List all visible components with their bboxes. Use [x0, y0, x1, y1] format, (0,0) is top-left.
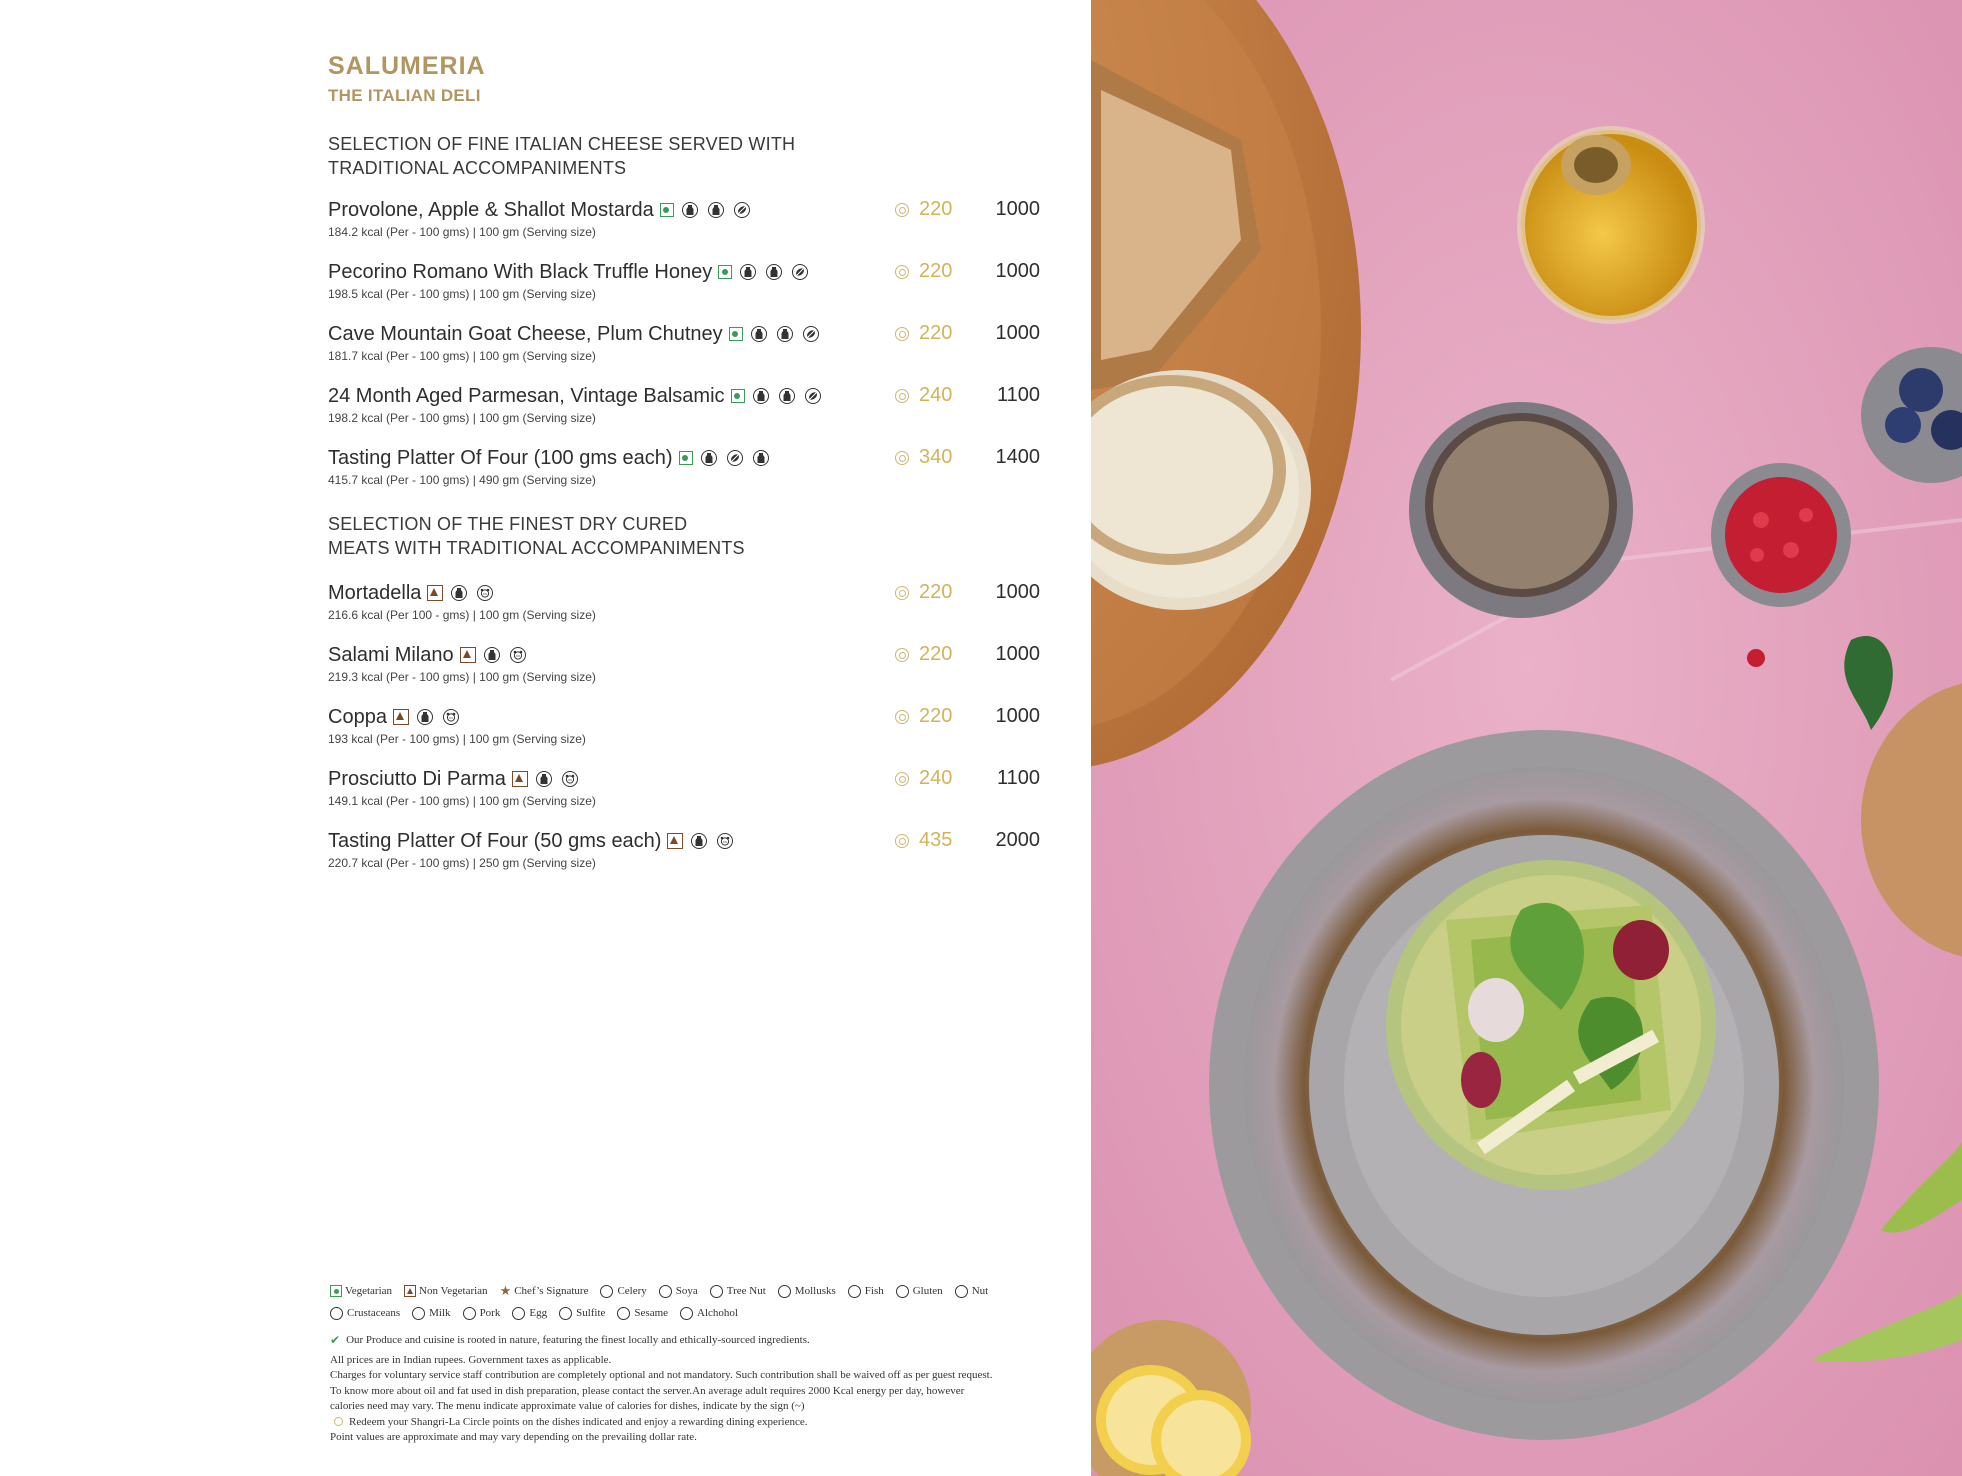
menu-item: [328, 196, 1040, 246]
food-photo: [1091, 0, 1962, 1476]
legend-item: [955, 1285, 989, 1298]
veg-icon: [679, 451, 693, 465]
legend-label: Sesame: [634, 1307, 669, 1319]
item-calories: 198.5 kcal (Per - 100 gms) | 100 gm (Serving size): [328, 287, 596, 301]
nonveg-icon: [393, 709, 409, 725]
milk-icon: [412, 1307, 425, 1320]
veg-icon: [731, 389, 745, 403]
menu-item: [328, 827, 1040, 877]
milk-icon: [753, 388, 769, 404]
item-name-row: [328, 320, 829, 348]
prices-note: All prices are in Indian rupees. Government taxes as applicable.: [330, 1353, 612, 1366]
milk-icon: [417, 709, 433, 725]
points-value: 220: [919, 260, 953, 282]
nut-icon: [727, 450, 743, 466]
points-value: 220: [919, 581, 953, 603]
points-value: 220: [919, 198, 953, 220]
item-name: Salami Milano: [328, 643, 454, 666]
points-value: 240: [919, 767, 953, 789]
nonveg-icon: [667, 833, 683, 849]
milk-icon: [701, 450, 717, 466]
leaf-icon: ✔: [330, 1333, 341, 1347]
item-points: [895, 260, 952, 283]
points-value: 220: [919, 643, 953, 665]
pork-icon: [477, 585, 493, 601]
item-name: Mortadella: [328, 581, 422, 604]
veg-icon: [330, 1285, 342, 1297]
item-price: 1000: [995, 198, 1040, 220]
section-heading-line: SELECTION OF FINE ITALIAN CHEESE SERVED WITH: [328, 134, 796, 154]
legend-label: Pork: [479, 1307, 501, 1319]
item-points: [895, 322, 952, 345]
legend-label: Tree Nut: [726, 1285, 766, 1297]
legend-item: [412, 1307, 450, 1320]
legend-label: Chef’s Signature: [514, 1285, 589, 1297]
points-value: 340: [919, 446, 953, 468]
nonveg-icon: [427, 585, 443, 601]
item-badges: [718, 264, 818, 280]
points-note: Point values are approximate and may vary depending on the prevailing dollar rate.: [330, 1431, 697, 1443]
legend-label: Crustaceans: [347, 1307, 401, 1319]
section-heading-meats: [328, 512, 848, 560]
points-icon: [895, 586, 909, 600]
sesame-icon: [617, 1307, 630, 1320]
veg-icon: [718, 265, 732, 279]
menu-item: [328, 641, 1040, 691]
legend-label: Nut: [971, 1285, 989, 1297]
item-name-row: [328, 765, 588, 793]
milk-icon: [484, 647, 500, 663]
milk-icon: [691, 833, 707, 849]
item-badges: [729, 326, 829, 342]
alcohol-icon: [680, 1307, 693, 1320]
legend-label: Alchohol: [697, 1307, 738, 1319]
item-name-row: [328, 827, 743, 855]
veg-icon: [729, 327, 743, 341]
item-points: [895, 446, 952, 469]
legend-label: Vegetarian: [345, 1285, 393, 1297]
legend-row: [330, 1302, 1070, 1324]
item-price: 1000: [995, 322, 1040, 344]
nut-icon: [805, 388, 821, 404]
item-name: Pecorino Romano With Black Truffle Honey: [328, 260, 713, 283]
legend-label: Mollusks: [794, 1285, 836, 1297]
points-icon: [895, 451, 909, 465]
item-name-row: [328, 258, 818, 286]
pork-icon: [463, 1307, 476, 1320]
pork-icon: [717, 833, 733, 849]
menu-item: [328, 703, 1040, 753]
menu-item: [328, 579, 1040, 629]
points-icon: [895, 772, 909, 786]
fish-icon: [848, 1285, 861, 1298]
legend-item: [659, 1285, 698, 1298]
item-badges: [667, 833, 743, 849]
points-value: 220: [919, 705, 953, 727]
nonveg-icon: [460, 647, 476, 663]
crustaceans-icon: [330, 1307, 343, 1320]
legend-item: [559, 1307, 605, 1320]
menu-item: [328, 444, 1040, 494]
legend-label: Sulfite: [576, 1307, 606, 1319]
item-calories: 193 kcal (Per - 100 gms) | 100 gm (Serving size): [328, 732, 586, 746]
food-photo-illustration: [1091, 0, 1962, 1476]
produce-text: Our Produce and cuisine is rooted in nature, featuring the finest locally and ethically-sourced ingredients.: [346, 1334, 810, 1346]
milk-icon: [766, 264, 782, 280]
sulfite-icon: [559, 1307, 572, 1320]
item-price: 1000: [995, 705, 1040, 727]
points-icon: [895, 265, 909, 279]
tree-nut-icon: [710, 1285, 723, 1298]
item-price: 1000: [995, 643, 1040, 665]
menu-notes: [330, 1333, 1090, 1446]
item-name: 24 Month Aged Parmesan, Vintage Balsamic: [328, 384, 725, 407]
legend-label: Milk: [429, 1307, 451, 1319]
points-icon: [334, 1417, 343, 1426]
legend-item: [848, 1285, 884, 1298]
legend-row: [330, 1280, 1070, 1302]
nut-icon: [792, 264, 808, 280]
nonveg-icon: [404, 1285, 416, 1297]
legend-item: [512, 1307, 547, 1320]
milk-icon: [740, 264, 756, 280]
section-heading-line: SELECTION OF THE FINEST DRY CURED: [328, 514, 688, 534]
item-name: Tasting Platter Of Four (100 gms each): [328, 446, 673, 469]
item-name-row: [328, 196, 760, 224]
item-calories: 220.7 kcal (Per - 100 gms) | 250 gm (Serving size): [328, 856, 596, 870]
item-badges: [460, 647, 536, 663]
item-points: [895, 643, 952, 666]
menu-item: [328, 382, 1040, 432]
item-name: Cave Mountain Goat Cheese, Plum Chutney: [328, 322, 723, 345]
star-icon: ★: [499, 1283, 512, 1298]
milk-icon: [682, 202, 698, 218]
nut-icon: [734, 202, 750, 218]
points-value: 435: [919, 829, 953, 851]
menu-item: [328, 258, 1040, 308]
points-icon: [895, 710, 909, 724]
legend-item: [330, 1285, 392, 1297]
legend-label: Fish: [864, 1285, 884, 1297]
item-badges: [512, 771, 588, 787]
pork-icon: [510, 647, 526, 663]
item-price: 1000: [995, 581, 1040, 603]
nut-icon: [803, 326, 819, 342]
legend-label: Non Vegetarian: [419, 1285, 488, 1297]
item-calories: 198.2 kcal (Per - 100 gms) | 100 gm (Serving size): [328, 411, 596, 425]
item-price: 1400: [995, 446, 1040, 468]
item-points: [895, 829, 952, 852]
item-name-row: [328, 579, 503, 607]
legend-item: [896, 1285, 943, 1298]
legend-item: [600, 1285, 646, 1298]
legend-item: [710, 1285, 766, 1298]
item-name: Prosciutto Di Parma: [328, 767, 506, 790]
section-heading-line: MEATS WITH TRADITIONAL ACCOMPANIMENTS: [328, 538, 745, 558]
mollusks-icon: [778, 1285, 791, 1298]
item-points: [895, 581, 952, 604]
dietary-legend: [330, 1280, 1070, 1324]
legend-item: [680, 1307, 738, 1320]
legend-item: [617, 1307, 668, 1320]
produce-note: [330, 1333, 1090, 1349]
points-value: 240: [919, 384, 953, 406]
legend-item: [463, 1307, 501, 1320]
item-points: [895, 705, 952, 728]
item-badges: [731, 388, 831, 404]
nonveg-icon: [512, 771, 528, 787]
item-name-row: [328, 382, 831, 410]
legend-label: Celery: [617, 1285, 647, 1297]
calories-note: calories need may vary. The menu indicate approximate value of calories for dishes, indicate by the sign (~): [330, 1400, 805, 1412]
points-icon: [895, 648, 909, 662]
oil-note: To know more about oil and fat used in dish preparation, please contact the server.An average adult requires 2000 Kcal energy per day, however: [330, 1384, 965, 1397]
item-calories: 184.2 kcal (Per - 100 gms) | 100 gm (Serving size): [328, 225, 596, 239]
milk-icon: [779, 388, 795, 404]
legend-label: Egg: [529, 1307, 548, 1319]
points-value: 220: [919, 322, 953, 344]
pork-icon: [443, 709, 459, 725]
nut-icon: [955, 1285, 968, 1298]
menu-item: [328, 765, 1040, 815]
item-badges: [393, 709, 469, 725]
redeem-note: [330, 1415, 1090, 1431]
milk-icon: [708, 202, 724, 218]
page-title: SALUMERIA: [328, 52, 486, 80]
legend-label: Soya: [675, 1285, 698, 1297]
item-name-row: [328, 444, 779, 472]
section-heading-cheese: [328, 132, 848, 180]
item-price: 2000: [995, 829, 1040, 851]
legend-item: [404, 1285, 488, 1297]
item-price: 1000: [995, 260, 1040, 282]
gluten-icon: [896, 1285, 909, 1298]
milk-icon: [751, 326, 767, 342]
menu-item: [328, 320, 1040, 370]
item-points: [895, 767, 952, 790]
redeem-text: Redeem your Shangri-La Circle points on the dishes indicated and enjoy a rewarding dining experience.: [349, 1415, 808, 1428]
item-points: [895, 198, 952, 221]
milk-icon: [451, 585, 467, 601]
item-points: [895, 384, 952, 407]
item-price: 1100: [996, 384, 1040, 406]
pork-icon: [562, 771, 578, 787]
item-name: Coppa: [328, 705, 387, 728]
item-name: Tasting Platter Of Four (50 gms each): [328, 829, 662, 852]
veg-icon: [660, 203, 674, 217]
legend-item: [778, 1285, 836, 1298]
points-icon: [895, 327, 909, 341]
item-name: Provolone, Apple & Shallot Mostarda: [328, 198, 654, 221]
legend-item: [500, 1283, 589, 1299]
points-icon: [895, 203, 909, 217]
item-calories: 216.6 kcal (Per 100 - gms) | 100 gm (Serving size): [328, 608, 596, 622]
celery-icon: [600, 1285, 613, 1298]
item-badges: [427, 585, 503, 601]
charges-note: Charges for voluntary service staff contribution are completely optional and not mandatory. Such contribution shall be waived off as per guest request.: [330, 1369, 993, 1381]
legend-label: Gluten: [912, 1285, 943, 1297]
item-badges: [660, 202, 760, 218]
egg-icon: [512, 1307, 525, 1320]
points-icon: [895, 389, 909, 403]
item-calories: 219.3 kcal (Per - 100 gms) | 100 gm (Serving size): [328, 670, 596, 684]
points-icon: [895, 834, 909, 848]
milk-icon: [753, 450, 769, 466]
section-heading-line: TRADITIONAL ACCOMPANIMENTS: [328, 158, 627, 178]
page-subtitle: THE ITALIAN DELI: [328, 86, 481, 105]
milk-icon: [777, 326, 793, 342]
item-calories: 149.1 kcal (Per - 100 gms) | 100 gm (Serving size): [328, 794, 596, 808]
item-price: 1100: [996, 767, 1040, 789]
item-name-row: [328, 703, 469, 731]
item-calories: 415.7 kcal (Per - 100 gms) | 490 gm (Serving size): [328, 473, 596, 487]
item-name-row: [328, 641, 536, 669]
item-calories: 181.7 kcal (Per - 100 gms) | 100 gm (Serving size): [328, 349, 596, 363]
item-badges: [679, 450, 779, 466]
soya-icon: [659, 1285, 672, 1298]
legend-item: [330, 1307, 400, 1320]
milk-icon: [536, 771, 552, 787]
